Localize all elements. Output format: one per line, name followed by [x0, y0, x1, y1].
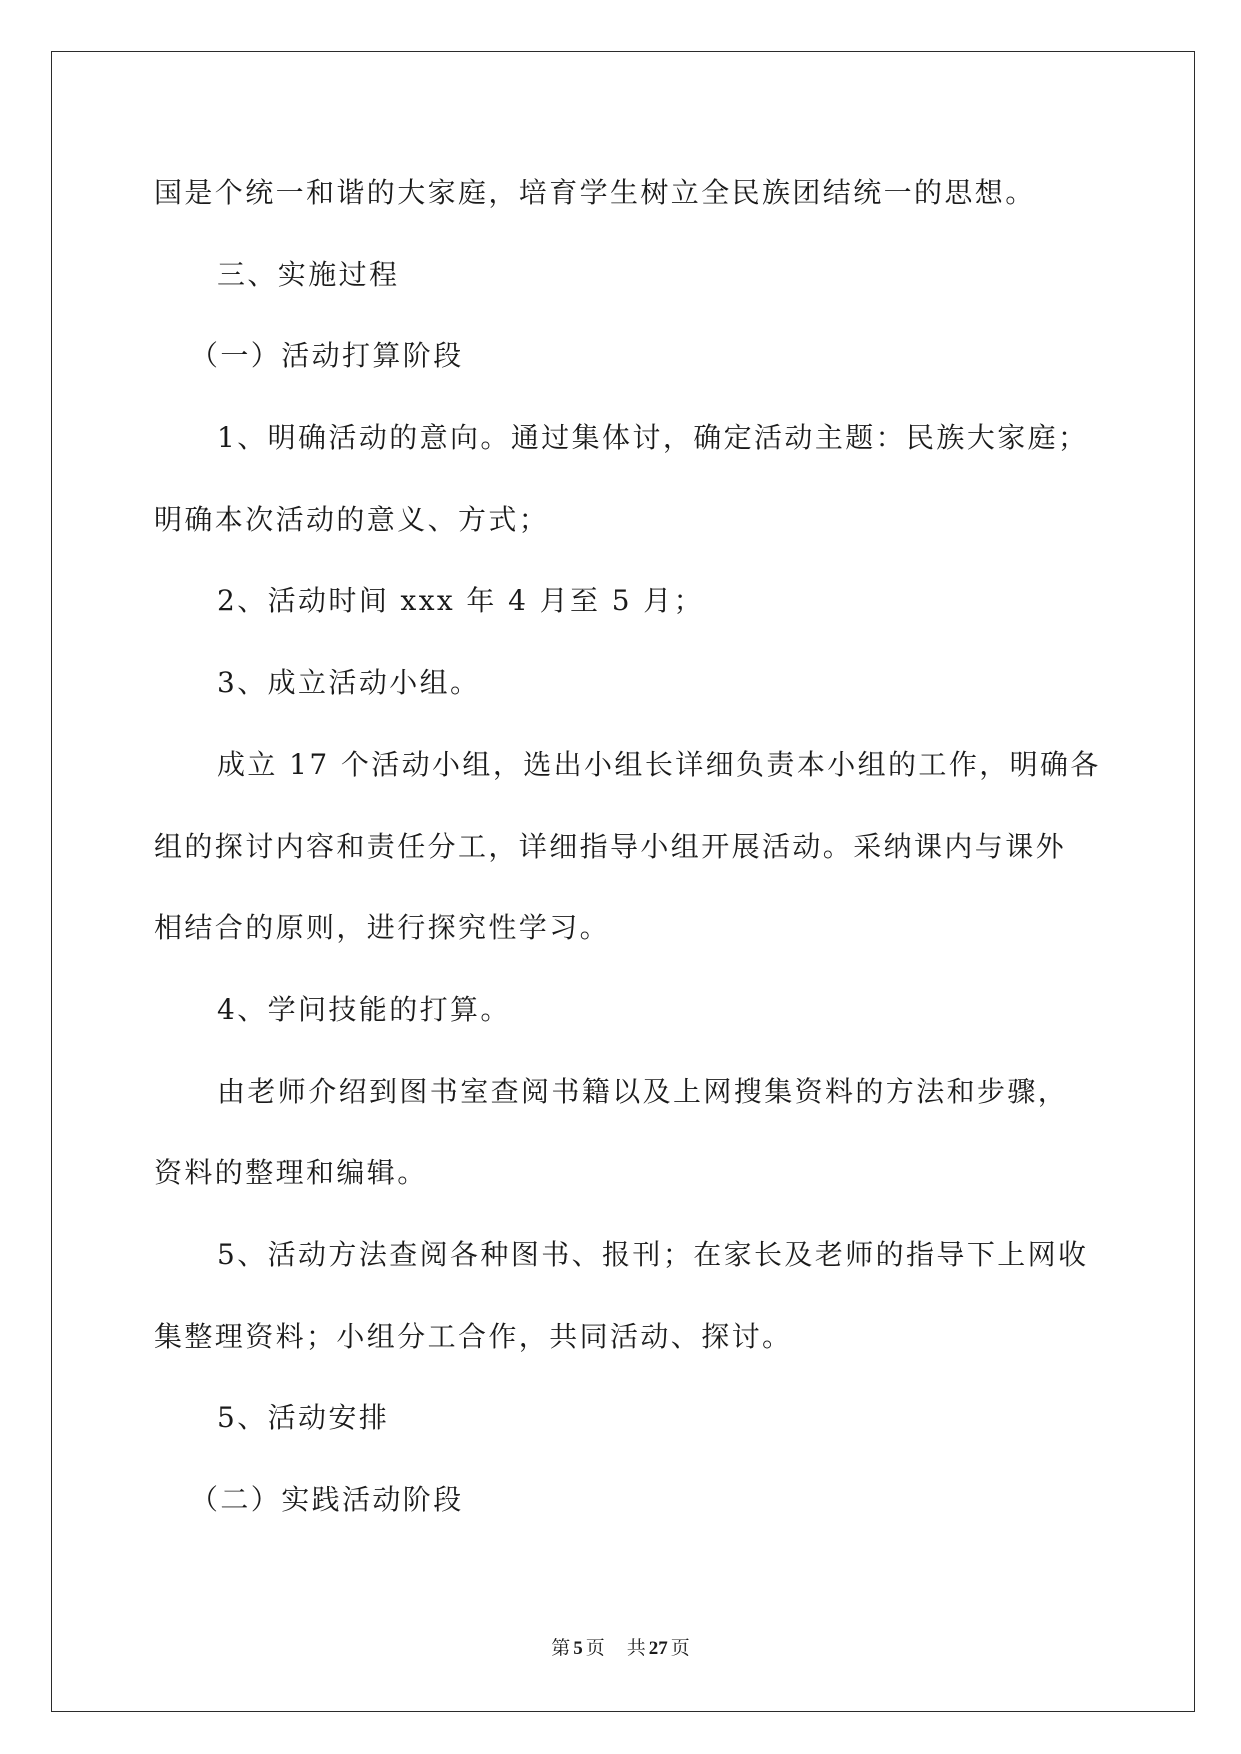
- page-suffix: 页: [585, 1638, 605, 1659]
- list-item-1: 1、明确活动的意向。通过集体讨，确定活动主题：民族大家庭；: [217, 421, 1089, 455]
- paragraph-line: 组的探讨内容和责任分工，详细指导小组开展活动。采纳课内与课外: [154, 829, 1067, 863]
- total-prefix: 共: [626, 1638, 646, 1659]
- list-item-5-schedule: 5、活动安排: [217, 1401, 390, 1435]
- paragraph-line: 资料的整理和编辑。: [154, 1156, 428, 1190]
- list-item-2: 2、活动时间 xxx 年 4 月至 5 月；: [217, 584, 705, 618]
- section-heading-implementation: 三、实施过程: [217, 257, 400, 291]
- subsection-heading-planning-stage: （一）活动打算阶段: [190, 339, 464, 373]
- total-suffix: 页: [670, 1638, 690, 1659]
- paragraph-line: 国是个统一和谐的大家庭，培育学生树立全民族团结统一的思想。: [154, 176, 1036, 209]
- paragraph-line: 由老师介绍到图书室查阅书籍以及上网搜集资料的方法和步骤，: [217, 1074, 1069, 1108]
- page-prefix: 第: [551, 1638, 571, 1659]
- total-pages: 27: [648, 1638, 668, 1659]
- page-number: 5: [573, 1638, 583, 1659]
- paragraph-line: 集整理资料；小组分工合作，共同活动、探讨。: [154, 1319, 793, 1353]
- subsection-heading-practice-stage: （二）实践活动阶段: [190, 1483, 464, 1516]
- paragraph-line: 成立 17 个活动小组，选出小组长详细负责本小组的工作，明确各: [217, 747, 1101, 781]
- document-body: [154, 152, 1164, 1541]
- list-item-3: 3、成立活动小组。: [217, 666, 481, 700]
- page-footer: [0, 1634, 1241, 1664]
- list-item-4: 4、学问技能的打算。: [217, 992, 511, 1026]
- paragraph-line: 相结合的原则，进行探究性学习。: [154, 911, 611, 945]
- list-item-5: 5、活动方法查阅各种图书、报刊；在家长及老师的指导下上网收: [217, 1237, 1089, 1271]
- paragraph-line: 明确本次活动的意义、方式；: [154, 502, 550, 536]
